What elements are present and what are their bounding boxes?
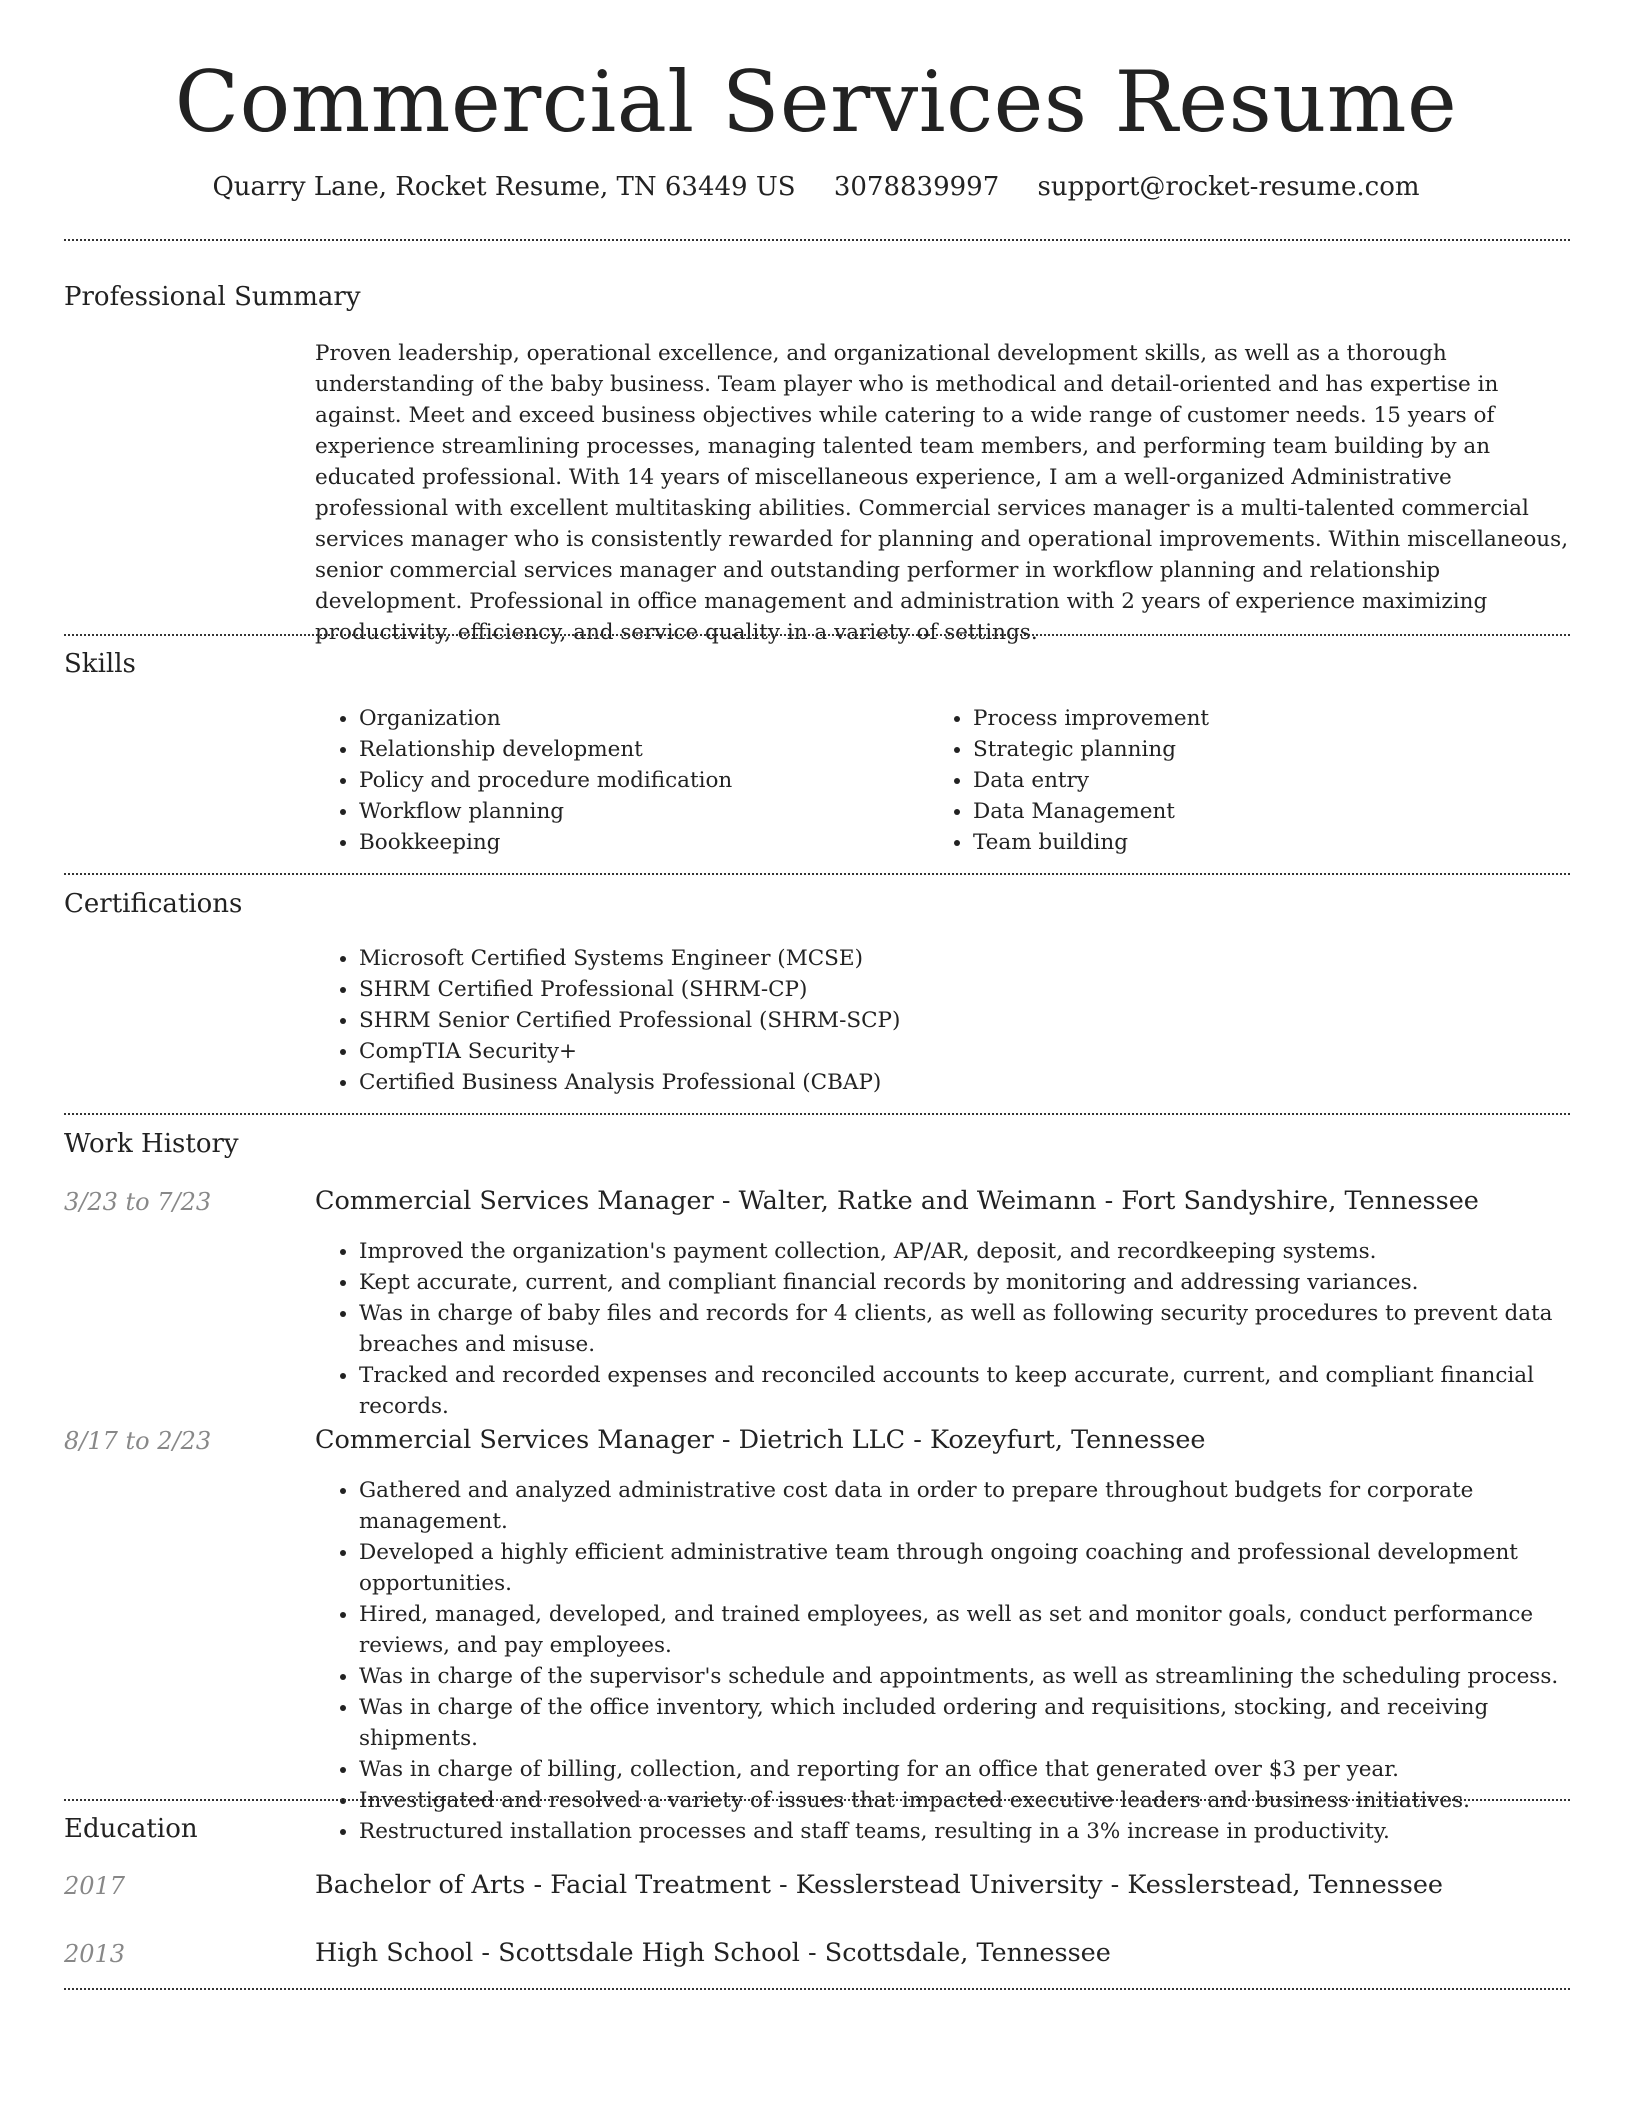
certifications-heading: Certifications xyxy=(64,889,243,919)
job-bullet: • Was in charge of billing, collection, and reporting for an office that generated over $3 per year. xyxy=(359,1754,1570,1785)
divider xyxy=(64,1988,1570,1990)
skill-item: • Organization xyxy=(359,703,915,734)
summary-text: Proven leadership, operational excellence, and organizational development skills, as well as a thorough understanding of the baby business. Team player who is methodical and detail-oriented and has expertise in against. Meet and exceed business objectives while catering to a wide range of customer needs. 15 years of experience streamlining processes, managing talented team members, and performing team building by an educated professional. With 14 years of miscellaneous experience, I am a well-organized Administrative professional with excellent multitasking abilities. Commercial services manager is a multi-talented commercial services manager who is consistently rewarded for planning and operational improvements. Within miscellaneous, senior commercial services manager and outstanding performer in workflow planning and relationship development. Professional in office management and administration with 2 years of experience maximizing productivity, efficiency, and service quality in a variety of settings. xyxy=(315,341,1569,645)
certification-item: • Certified Business Analysis Professional (CBAP) xyxy=(359,1067,1570,1098)
job-bullet: • Restructured installation processes and staff teams, resulting in a 3% increase in productivity. xyxy=(359,1816,1570,1847)
job-dates: 8/17 to 2/23 xyxy=(64,1427,212,1455)
skill-item: • Team building xyxy=(973,827,1529,858)
job-title: Commercial Services Manager - Walter, Ratke and Weimann - Fort Sandyshire, Tennessee xyxy=(315,1186,1479,1216)
job-bullets xyxy=(315,1475,1570,1847)
divider xyxy=(64,1113,1570,1115)
job-dates: 3/23 to 7/23 xyxy=(64,1188,212,1216)
skill-item: • Strategic planning xyxy=(973,734,1529,765)
certification-item: • SHRM Certified Professional (SHRM-CP) xyxy=(359,974,1570,1005)
work-history-heading: Work History xyxy=(64,1129,239,1159)
skill-item: • Policy and procedure modification xyxy=(359,765,915,796)
contact-email: support@rocket-resume.com xyxy=(1037,172,1420,202)
divider xyxy=(64,634,1570,636)
education-year: 2017 xyxy=(64,1872,126,1900)
resume-title: Commercial Services Resume xyxy=(174,53,1458,151)
job-bullet: • Was in charge of baby files and records for 4 clients, as well as following security procedures to prevent data breaches and misuse. xyxy=(359,1298,1570,1360)
skills-left-column xyxy=(315,703,915,858)
job-bullets xyxy=(315,1236,1570,1422)
job-bullet: • Kept accurate, current, and compliant financial records by monitoring and addressing variances. xyxy=(359,1267,1570,1298)
certifications-section xyxy=(315,943,1570,1098)
education-degree: Bachelor of Arts - Facial Treatment - Kesslerstead University - Kesslerstead, Tennessee xyxy=(315,1870,1444,1900)
education-heading: Education xyxy=(64,1814,198,1844)
divider xyxy=(64,239,1570,241)
divider xyxy=(64,1799,1570,1801)
summary-section xyxy=(315,338,1570,648)
skill-item: • Workflow planning xyxy=(359,796,915,827)
job-title: Commercial Services Manager - Dietrich LLC - Kozeyfurt, Tennessee xyxy=(315,1425,1206,1455)
contact-phone: 3078839997 xyxy=(833,172,1000,202)
job-bullet: • Improved the organization's payment collection, AP/AR, deposit, and recordkeeping systems. xyxy=(359,1236,1570,1267)
skills-heading: Skills xyxy=(64,649,136,679)
education-degree: High School - Scottsdale High School - Scottsdale, Tennessee xyxy=(315,1938,1111,1968)
job-bullet: • Was in charge of the supervisor's schedule and appointments, as well as streamlining the scheduling process. xyxy=(359,1661,1570,1692)
job-bullet: • Was in charge of the office inventory, which included ordering and requisitions, stocking, and receiving shipments. xyxy=(359,1692,1570,1754)
certification-item: • CompTIA Security+ xyxy=(359,1036,1570,1067)
skill-item: • Data Management xyxy=(973,796,1529,827)
skill-item: • Process improvement xyxy=(973,703,1529,734)
skill-item: • Bookkeeping xyxy=(359,827,915,858)
job-bullet: • Developed a highly efficient administrative team through ongoing coaching and professional development opportunities. xyxy=(359,1537,1570,1599)
certification-item: • Microsoft Certified Systems Engineer (MCSE) xyxy=(359,943,1570,974)
divider xyxy=(64,873,1570,875)
job-bullet: • Gathered and analyzed administrative cost data in order to prepare throughout budgets for corporate management. xyxy=(359,1475,1570,1537)
skill-item: • Relationship development xyxy=(359,734,915,765)
contact-address: Quarry Lane, Rocket Resume, TN 63449 US xyxy=(212,172,796,202)
skill-item: • Data entry xyxy=(973,765,1529,796)
job-bullet: • Hired, managed, developed, and trained employees, as well as set and monitor goals, conduct performance reviews, and pay employees. xyxy=(359,1599,1570,1661)
contact-line xyxy=(0,170,1632,204)
summary-heading: Professional Summary xyxy=(64,282,361,312)
job-bullet: • Investigated and resolved a variety of issues that impacted executive leaders and business initiatives. xyxy=(359,1785,1570,1816)
education-year: 2013 xyxy=(64,1940,126,1968)
skills-right-column xyxy=(929,703,1529,858)
certification-item: • SHRM Senior Certified Professional (SHRM-SCP) xyxy=(359,1005,1570,1036)
job-bullet: • Tracked and recorded expenses and reconciled accounts to keep accurate, current, and compliant financial records. xyxy=(359,1360,1570,1422)
